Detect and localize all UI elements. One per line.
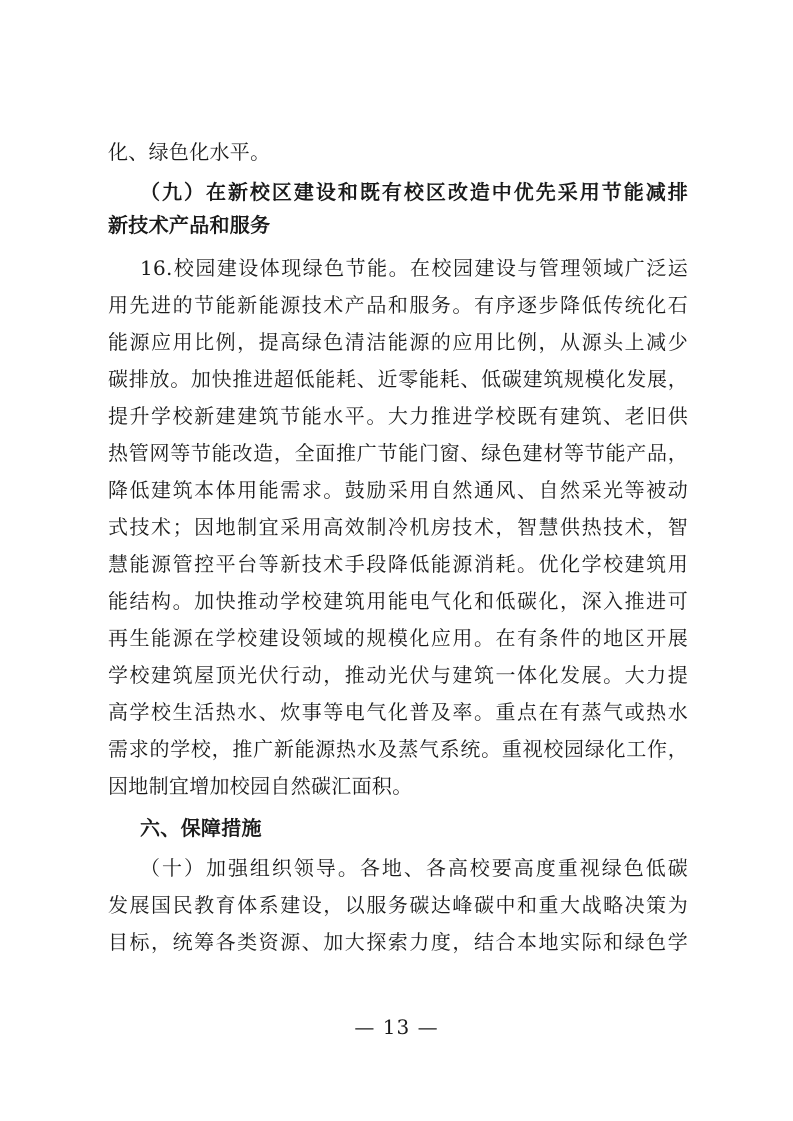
paragraph-line: 提升学校新建建筑节能水平。大力推进学校既有建筑、老旧供 bbox=[108, 404, 688, 428]
paragraph-line: 碳排放。加快推进超低能耗、近零能耗、低碳建筑规模化发展， bbox=[108, 367, 688, 391]
paragraph-line: 高学校生活热水、炊事等电气化普及率。重点在有蒸气或热水 bbox=[108, 700, 688, 724]
paragraph-line: （十）加强组织领导。各地、各高校要高度重视绿色低碳 bbox=[140, 856, 688, 880]
paragraph-line: 能源应用比例，提高绿色清洁能源的应用比例，从源头上减少 bbox=[108, 330, 688, 354]
paragraph-line: 再生能源在学校建设领域的规模化应用。在有条件的地区开展 bbox=[108, 626, 688, 650]
chapter-heading: 六、保障措施 bbox=[140, 816, 262, 840]
page-number: — 13 — bbox=[354, 1015, 439, 1039]
paragraph-line: 目标，统筹各类资源、加大探索力度，结合本地实际和绿色学 bbox=[108, 930, 688, 954]
section-heading-line: （九）在新校区建设和既有校区改造中优先采用节能减排 bbox=[140, 180, 688, 204]
paragraph-line: 慧能源管控平台等新技术手段降低能源消耗。优化学校建筑用 bbox=[108, 552, 688, 576]
section-heading-line: 新技术产品和服务 bbox=[108, 213, 271, 237]
paragraph-line: 化、绿色化水平。 bbox=[108, 140, 271, 164]
paragraph-line: 热管网等节能改造，全面推广节能门窗、绿色建材等节能产品， bbox=[108, 441, 688, 465]
paragraph-line: 因地制宜增加校园自然碳汇面积。 bbox=[108, 774, 413, 798]
paragraph-line: 16.校园建设体现绿色节能。在校园建设与管理领域广泛运 bbox=[140, 256, 688, 280]
paragraph-line: 用先进的节能新能源技术产品和服务。有序逐步降低传统化石 bbox=[108, 293, 688, 317]
paragraph-line: 式技术；因地制宜采用高效制冷机房技术，智慧供热技术，智 bbox=[108, 515, 688, 539]
paragraph-line: 发展国民教育体系建设，以服务碳达峰碳中和重大战略决策为 bbox=[108, 893, 688, 917]
paragraph-line: 需求的学校，推广新能源热水及蒸气系统。重视校园绿化工作， bbox=[108, 737, 688, 761]
paragraph-line: 能结构。加快推动学校建筑用能电气化和低碳化，深入推进可 bbox=[108, 589, 688, 613]
paragraph-line: 降低建筑本体用能需求。鼓励采用自然通风、自然采光等被动 bbox=[108, 478, 688, 502]
paragraph-line: 学校建筑屋顶光伏行动，推动光伏与建筑一体化发展。大力提 bbox=[108, 663, 688, 687]
